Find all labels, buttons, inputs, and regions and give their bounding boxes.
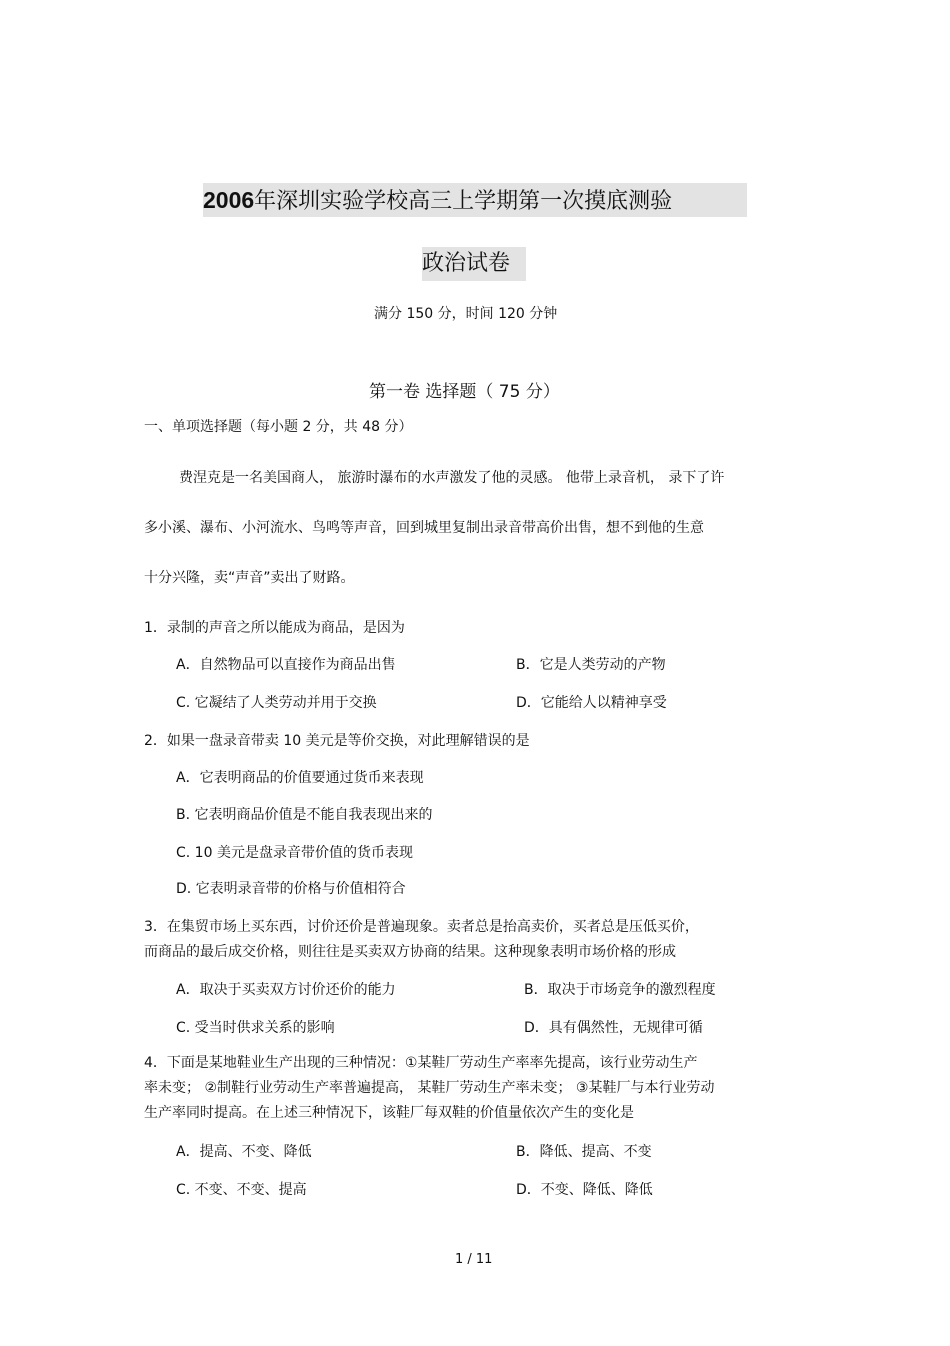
section-heading: 第一卷 选择题（ 75 分） [369,382,560,402]
option-d: D. 它表明录音带的价格与价值相符合 [176,881,406,897]
option-d: D．它能给人以精神享受 [516,695,667,711]
passage-line: 十分兴隆，卖“声音”卖出了财路。 [144,570,355,586]
page-number: 1 / 11 [455,1252,493,1267]
option-c: C. 不变、不变、提高 [176,1182,307,1198]
passage-line: 费涅克是一名美国商人， 旅游时瀑布的水声激发了他的灵感。 他带上录音机， 录下了许 [179,470,725,486]
option-d: D．不变、降低、降低 [516,1182,653,1198]
question-stem: 4．下面是某地鞋业生产出现的三种情况：①某鞋厂劳动生产率率先提高，该行业劳动生产 [144,1055,698,1071]
option-c: C. 受当时供求关系的影响 [176,1020,335,1036]
question-stem: 率未变； ②制鞋行业劳动生产率普遍提高， 某鞋厂劳动生产率未变； ③某鞋厂与本行业劳动 [144,1080,715,1096]
option-a: A．取决于买卖双方讨价还价的能力 [176,982,396,998]
option-a: A．它表明商品的价值要通过货币来表现 [176,770,424,786]
question-stem: 生产率同时提高。在上述三种情况下，该鞋厂每双鞋的价值量依次产生的变化是 [144,1105,634,1121]
option-b: B．它是人类劳动的产物 [516,657,666,673]
exam-meta: 满分 150 分，时间 120 分钟 [374,306,558,322]
title-year: 2006 [203,187,255,213]
subtitle: 政治试卷 [422,247,526,281]
option-d: D．具有偶然性，无规律可循 [524,1020,703,1036]
option-b: B. 它表明商品价值是不能自我表现出来的 [176,807,433,823]
question-stem: 1．录制的声音之所以能成为商品，是因为 [144,620,405,636]
question-stem: 而商品的最后成交价格，则往往是买卖双方协商的结果。这种现象表明市场价格的形成 [144,944,676,960]
option-c: C. 它凝结了人类劳动并用于交换 [176,695,377,711]
option-a: A．提高、不变、降低 [176,1144,312,1160]
passage-line: 多小溪、瀑布、小河流水、鸟鸣等声音，回到城里复制出录音带高价出售，想不到他的生意 [144,520,704,536]
question-stem: 3．在集贸市场上买东西，讨价还价是普遍现象。卖者总是抬高卖价，买者总是压低买价， [144,919,699,935]
option-b: B．取决于市场竞争的激烈程度 [524,982,716,998]
option-a: A．自然物品可以直接作为商品出售 [176,657,396,673]
title-text: 年深圳实验学校高三上学期第一次摸底测验 [254,189,673,214]
option-b: B．降低、提高、不变 [516,1144,652,1160]
part-heading: 一、单项选择题（每小题 2 分，共 48 分） [144,419,413,435]
option-c: C. 10 美元是盘录音带价值的货币表现 [176,845,413,861]
question-stem: 2．如果一盘录音带卖 10 美元是等价交换，对此理解错误的是 [144,733,530,749]
title-banner [203,183,747,217]
